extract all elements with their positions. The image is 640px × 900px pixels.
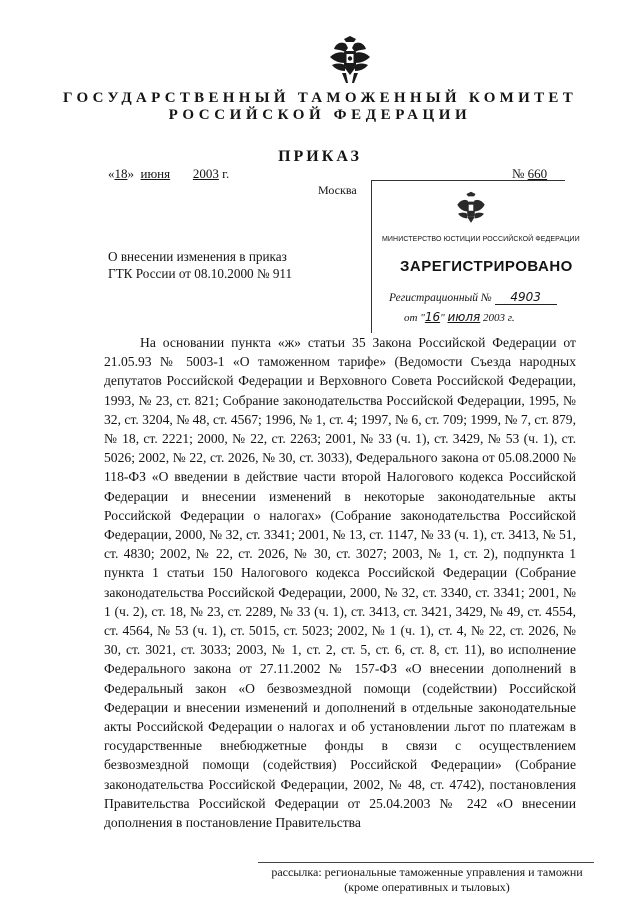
order-number-value: 660 [527, 166, 548, 181]
stamp-date-month: июля [447, 310, 481, 324]
stamp-ministry: МИНИСТЕРСТВО ЮСТИЦИИ РОССИЙСКОЙ ФЕДЕРАЦИИ [382, 236, 580, 243]
stamp-date-day: 16 [424, 310, 441, 324]
order-date: «18» июня 2003 г. [108, 166, 230, 181]
distribution-line2: (кроме оперативных и тыловых) [344, 880, 510, 894]
stamp-date-prefix: от " [404, 312, 425, 324]
issuing-authority-line2: РОССИЙСКОЙ ФЕДЕРАЦИИ [168, 107, 472, 123]
order-date-day: 18 [114, 166, 128, 181]
stamp-registered-label: ЗАРЕГИСТРИРОВАНО [400, 258, 573, 275]
order-date-month: июня [140, 166, 171, 181]
order-body [104, 333, 576, 832]
stamp-date-year: 2003 г. [483, 312, 515, 324]
document-title: ПРИКАЗ [278, 148, 362, 165]
body-paragraph: На основании пункта «ж» статьи 35 Закона Российской Федерации от 21.05.93 № 5003-1 «О таможенном тарифе» (Ведомости Съезда народных депутатов Российской Федерации и Верховного Совета Российской Федерации, 1993, № 23, ст. 821; Собрание законодательства Российской Федерации, 1995, № 32, ст. 3204, № 48, ст. 4567; 1996, № 1, ст. 4; 1997, № 6, ст. 709; 1999, № 7, ст. 879, № 18, ст. 2221; 2000, № 22, ст. 2263; 2001, № 33 (ч. 1), ст. 3429, № 53 (ч. 1), ст. 5026; 2002, № 22, ст. 2026, № 30, ст. 3033), Федерального закона от 05.08.2000 № 118-ФЗ «О введении в действие части второй Налогового кодекса Российской Федерации и внесении изменений в некоторые законодательные акты Российской Федерации о налогах» (Собрание законодательства Российской Федерации, 2000, № 32, ст. 3341; 2001, № 13, ст. 1147, № 33 (ч. 1), ст. 3413, № 51, ст. 4830; 2002, № 22, ст. 2026, № 30, ст. 3027; 2003, № 1, ст. 2), подпункта 1 пункта 1 статьи 150 Налогового кодекса Российской Федерации (Собрание законодательства Российской Федерации, 2000, № 32, ст. 3340, ст. 3341; 2001, № 1 (ч. 2), ст. 18, № 23, ст. 2289, № 33 (ч. 1), ст. 3413, ст. 3421, 3429, № 49, ст. 4554, ст. 4564, № 53 (ч. 1), ст. 5015, ст. 5023; 2002, № 1 (ч. 1), ст. 4, № 22, ст. 2026, № 30, ст. 3021, ст. 3033; 2003, № 1, ст. 2, ст. 5, ст. 6, ст. 8, ст. 11), во исполнение Федерального закона от 27.11.2002 № 157-ФЗ «О внесении дополнений в Федеральный закон «О безвозмездной помощи (содействии) Российской Федерации и внесении изменений и дополнений в отдельные законодательные акты Российской Федерации о налогах и об установлении льгот по платежам в государственные внебюджетные фонды в связи с осуществлением безвозмездной помощи (содействия) Российской Федерации» (Собрание законодательства Российской Федерации, 2002, № 48, ст. 4742), постановления Правительства Российской Федерации от 25.04.2003 № 242 «О внесении дополнения в постановление Правительства [104, 335, 576, 831]
state-emblem-icon [328, 35, 372, 85]
order-subject [108, 248, 292, 282]
order-city: Москва [318, 183, 357, 197]
order-subject-line1: О внесении изменения в приказ [108, 249, 287, 264]
distribution-line1: рассылка: региональные таможенные управления и таможни [271, 865, 583, 879]
order-subject-line2: ГТК России от 08.10.2000 № 911 [108, 266, 293, 281]
stamp-date-row: от "16" июля 2003 г. [404, 310, 515, 324]
order-number-label: № [512, 166, 525, 181]
issuing-authority-line1: ГОСУДАРСТВЕННЫЙ ТАМОЖЕННЫЙ КОМИТЕТ [62, 90, 578, 106]
stamp-reg-number: 4903 [495, 290, 557, 305]
stamp-emblem-icon [454, 191, 488, 229]
stamp-reg-label: Регистрационный № [389, 292, 492, 304]
footer-divider [258, 862, 594, 863]
distribution-list [262, 865, 592, 895]
stamp-registration-row [389, 290, 557, 305]
order-date-year-suffix: г. [222, 166, 230, 181]
order-date-year: 2003 [192, 166, 219, 181]
